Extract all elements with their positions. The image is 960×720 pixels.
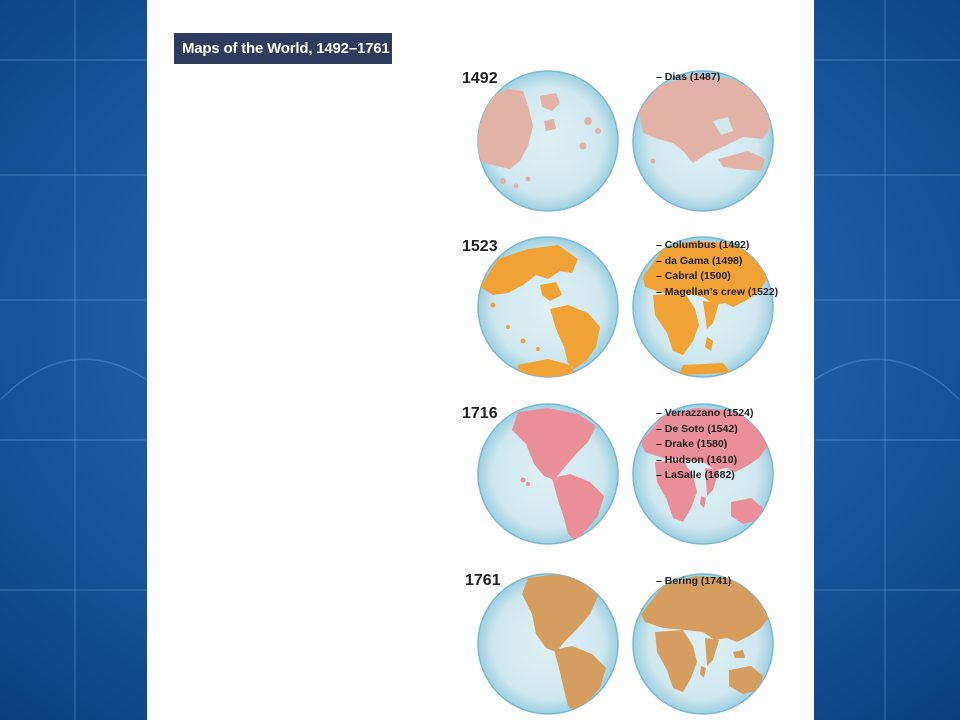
year-label-1523: 1523 bbox=[462, 238, 498, 255]
year-label-1492: 1492 bbox=[462, 70, 498, 87]
explorer-list-1492 bbox=[656, 70, 720, 86]
explorer-item: – Bering (1741) bbox=[656, 574, 731, 590]
explorer-item: – Columbus (1492) bbox=[656, 238, 778, 254]
explorer-item: – De Soto (1542) bbox=[656, 422, 753, 438]
world-maps-figure bbox=[147, 0, 814, 720]
year-label-1716: 1716 bbox=[462, 405, 498, 422]
explorer-item: – Cabral (1500) bbox=[656, 269, 778, 285]
eastern-hemisphere-1761 bbox=[633, 574, 773, 714]
page-title: Maps of the World, 1492–1761 bbox=[174, 33, 392, 64]
explorer-list-1716 bbox=[656, 406, 753, 484]
map-row-1761 bbox=[478, 574, 773, 714]
explorer-list-1523 bbox=[656, 238, 778, 300]
western-hemisphere-1523 bbox=[478, 237, 618, 377]
eastern-hemisphere-1492 bbox=[633, 71, 773, 211]
explorer-item: – LaSalle (1682) bbox=[656, 468, 753, 484]
explorer-list-1761 bbox=[656, 574, 731, 590]
explorer-item: – Verrazzano (1524) bbox=[656, 406, 753, 422]
western-hemisphere-1492 bbox=[478, 71, 618, 211]
explorer-item: – Dias (1487) bbox=[656, 70, 720, 86]
explorer-item: – Hudson (1610) bbox=[656, 453, 753, 469]
western-hemisphere-1716 bbox=[478, 404, 618, 544]
explorer-item: – da Gama (1498) bbox=[656, 254, 778, 270]
western-hemisphere-1761 bbox=[478, 574, 618, 714]
explorer-item: – Magellan’s crew (1522) bbox=[656, 285, 778, 301]
map-panel bbox=[147, 0, 814, 720]
map-row-1492 bbox=[478, 71, 773, 211]
explorer-item: – Drake (1580) bbox=[656, 437, 753, 453]
year-label-1761: 1761 bbox=[465, 572, 501, 589]
